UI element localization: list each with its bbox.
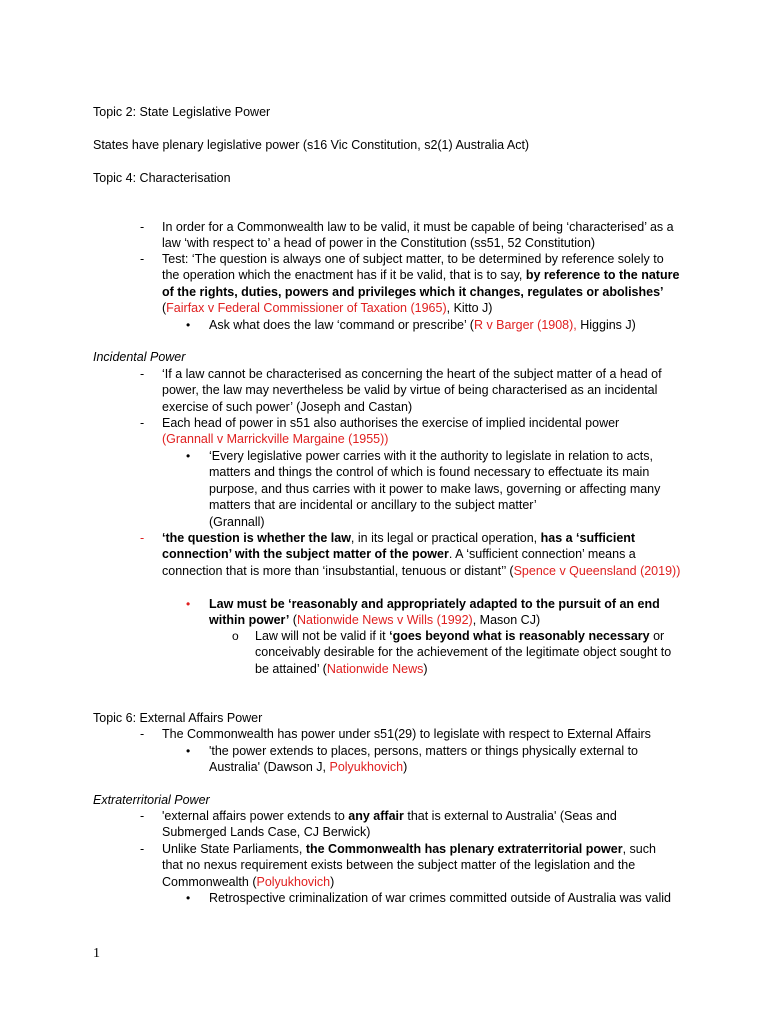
case-citation: Nationwide News v Wills (1992): [296, 613, 473, 628]
bullet-marker: •: [186, 449, 191, 463]
judge-citation: , Mason CJ): [472, 613, 541, 628]
incidental-paragraph-2: [162, 415, 684, 448]
test-text: Test: ‘The question is always one of subject matter, to be determined by reference solely to the operation which the enactment has if it be valid, that is to say,: [162, 252, 664, 283]
topic-6-paragraph-1: The Commonwealth has power under s51(29) to legislate with respect to External Affairs: [162, 727, 651, 741]
citation: (Grannall): [209, 514, 265, 529]
quote-text: 'the power extends to places, persons, matters or things physically external to Australia' (Dawson J,: [209, 744, 638, 775]
topic-4-bullet-1: [209, 317, 684, 333]
extraterritorial-paragraph-2: [162, 841, 677, 890]
dash-marker: -: [140, 252, 145, 266]
bold-text: has a ‘sufficient connection’ with the subject matter of the power: [162, 531, 636, 562]
bullet-marker: •: [186, 744, 191, 758]
paragraph-text: Unlike State Parliaments,: [162, 842, 306, 856]
paragraph-text: (: [289, 613, 297, 628]
incidental-bullet-1: [209, 448, 679, 530]
incidental-power-heading: Incidental Power: [93, 350, 186, 364]
case-citation: Spence v Queensland (2019)): [513, 563, 681, 578]
case-citation: Nationwide News: [326, 661, 424, 676]
case-citation: Fairfax v Federal Commissioner of Taxation (1965): [166, 301, 447, 316]
case-citation: Polyukhovich: [329, 760, 404, 775]
bullet-marker: •: [186, 597, 191, 611]
paragraph-text: , in its legal or practical operation,: [350, 531, 541, 545]
incidental-paragraph-3: [162, 530, 684, 579]
judge-citation: Higgins J): [576, 318, 636, 332]
incidental-sub-bullet-1: [255, 628, 685, 677]
closing-paren: ): [330, 874, 335, 889]
dash-marker: -: [140, 531, 145, 545]
paragraph-text: Law will not be valid if it: [255, 629, 390, 643]
extraterritorial-paragraph-1: [162, 808, 662, 841]
judge-citation: , Kitto J): [446, 301, 493, 316]
bold-text: ‘the question is whether the law: [162, 531, 351, 545]
circle-marker: o: [232, 629, 239, 643]
bullet-marker: •: [186, 318, 191, 332]
extraterritorial-bullet-1: Retrospective criminalization of war crimes committed outside of Australia was valid: [209, 891, 671, 905]
topic-2-heading: Topic 2: State Legislative Power: [93, 105, 271, 119]
paragraph-text: that is external to Australia' (Seas and Submerged Lands Case, CJ Berwick): [162, 809, 617, 840]
dash-marker: -: [140, 809, 145, 823]
topic-6-heading: Topic 6: External Affairs Power: [93, 711, 263, 725]
dash-marker: -: [140, 367, 145, 381]
dash-marker: -: [140, 416, 145, 430]
extraterritorial-power-heading: Extraterritorial Power: [93, 793, 210, 807]
bold-text: the Commonwealth has plenary extraterritorial power: [305, 842, 623, 856]
case-citation: R v Barger (1908),: [473, 318, 577, 332]
bullet-text: Ask what does the law ‘command or prescribe’ (: [209, 318, 474, 332]
page-number: 1: [93, 946, 100, 961]
paragraph-text: or conceivably desirable for the achievement of the legitimate object sought to be attained’ (: [255, 629, 672, 676]
bold-text: ‘goes beyond what is reasonably necessary: [389, 629, 650, 643]
paragraph-text: 'external affairs power extends to: [162, 809, 349, 823]
closing-paren: ): [403, 760, 408, 775]
case-citation: (Grannall v Marrickville Margaine (1955)): [162, 432, 389, 447]
bold-text: any affair: [348, 809, 404, 823]
dash-marker: -: [140, 220, 145, 234]
dash-marker: -: [140, 727, 145, 741]
topic-4-paragraph-2: Test: ‘The question is always one of subject matter, to be determined by reference solely to the operation which the enactment has if it be valid, that is to say, by reference to the nature of the rights, duties, powers and privileges which it changes, regulates or abolishes’ (Fairfax v Federal Commissioner of Taxation (1965), Kitto J): [162, 252, 680, 316]
dash-marker: -: [140, 842, 145, 856]
test-bold-text: by reference to the nature of the rights, duties, powers and privileges which it changes, regulates or abolishes’: [162, 268, 680, 299]
topic-4-heading: Topic 4: Characterisation: [93, 171, 231, 185]
quote-text: ‘Every legislative power carries with it the authority to legislate in relation to acts, matters and things the control of which is found necessary to effectuate its main purpose, and thus carries with it power to make laws, governing or affecting many matters that are incidental or ancillary to the subject matter’: [209, 449, 661, 513]
incidental-bullet-2: [209, 596, 684, 629]
case-citation: Polyukhovich: [256, 874, 331, 889]
closing-paren: ): [423, 661, 428, 676]
paragraph-text: Each head of power in s51 also authorises the exercise of implied incidental power: [162, 416, 620, 430]
incidental-paragraph-1: ‘If a law cannot be characterised as concerning the heart of the subject matter of a head of power, the law may nevertheless be valid by virtue of being characterised as an incidental exercise of such power’ (Joseph and Castan): [162, 367, 662, 414]
paragraph-text: , such that no nexus requirement exists between the subject matter of the legislation and the Commonwealth (: [162, 842, 656, 889]
paragraph-text: . A ‘sufficient connection’ means a connection that is more than ‘insubstantial, tenuous or distant’’ (: [162, 547, 636, 578]
bullet-marker: •: [186, 891, 191, 905]
topic-4-paragraph-1: In order for a Commonwealth law to be valid, it must be capable of being ‘characterised’ as a law ‘with respect to’ a head of power in the Constitution (ss51, 52 Constitution): [162, 220, 674, 251]
topic-2-statement: States have plenary legislative power (s16 Vic Constitution, s2(1) Australia Act): [93, 138, 530, 152]
topic-6-bullet-1: [209, 743, 669, 776]
bold-text: Law must be ‘reasonably and appropriately adapted to the pursuit of an end within power’: [209, 597, 660, 628]
